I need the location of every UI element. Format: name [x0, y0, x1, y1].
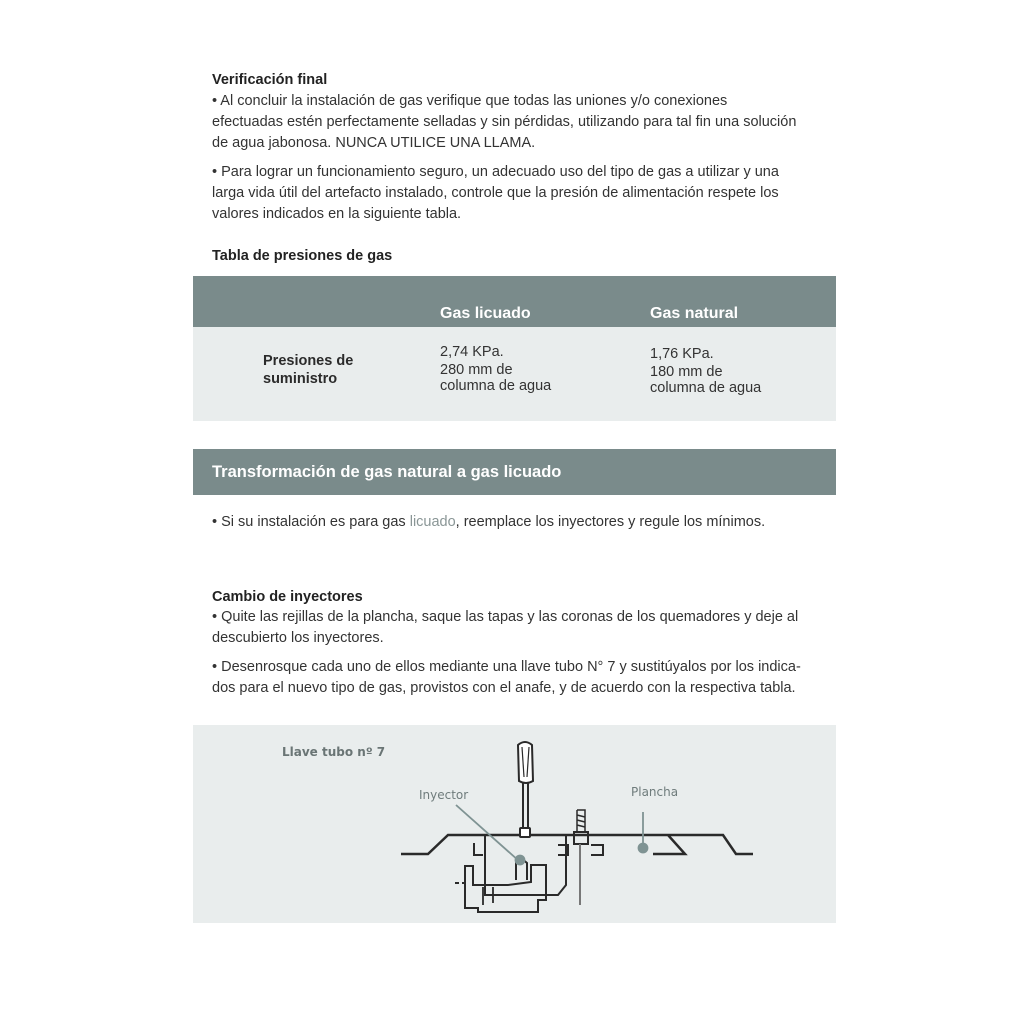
- cell-line: columna de agua: [650, 380, 762, 396]
- cell-line: 280 mm de: [440, 362, 513, 378]
- paragraph-verificacion-2: [212, 162, 822, 225]
- text: • Si su instalación es para gas: [212, 514, 410, 530]
- section-title-transformacion: Transformación de gas natural a gas licuado: [212, 463, 562, 481]
- line: larga vida útil del artefacto instalado, controle que la presión de alimentación respete los: [212, 185, 779, 201]
- cell-gas-natural: [650, 346, 830, 396]
- text: , reemplace los inyectores y regule los mínimos.: [455, 514, 766, 530]
- cell-line: 180 mm de: [650, 364, 723, 380]
- line: efectuadas estén perfectamente selladas y sin pérdidas, utilizando para tal fin una solución: [212, 114, 797, 130]
- label-inyector: Inyector: [419, 788, 469, 802]
- cell-gas-licuado: [440, 344, 620, 394]
- label-llave-tubo: Llave tubo nº 7: [282, 745, 386, 759]
- section-title-tabla: Tabla de presiones de gas: [212, 248, 393, 264]
- label-plancha: Plancha: [631, 785, 679, 799]
- line: • Para lograr un funcionamiento seguro, un adecuado uso del tipo de gas a utilizar y una: [212, 164, 779, 180]
- paragraph-cambio-1: [212, 607, 822, 649]
- cell-line: columna de agua: [440, 378, 552, 394]
- highlight-licuado: licuado: [409, 514, 456, 530]
- row-label-presiones: [263, 352, 393, 388]
- line: dos para el nuevo tipo de gas, provistos con el anafe, y de acuerdo con la respectiva tabla.: [212, 680, 796, 696]
- row-label-line: suministro: [263, 371, 338, 387]
- line: descubierto los inyectores.: [212, 630, 384, 646]
- column-header-gas-natural: Gas natural: [650, 305, 739, 322]
- paragraph-transformacion: [212, 512, 822, 533]
- section-title-verificacion: Verificación final: [212, 72, 328, 88]
- line: de agua jabonosa. NUNCA UTILICE UNA LLAMA.: [212, 135, 536, 151]
- table-header-row: [193, 276, 836, 327]
- socket-wrench-tool: [518, 742, 533, 837]
- callout-plate: [639, 812, 648, 853]
- cell-line: 1,76 KPa.: [650, 346, 714, 362]
- line: valores indicados en la siguiente tabla.: [212, 206, 462, 222]
- column-header-gas-licuado: Gas licuado: [440, 305, 531, 322]
- line: • Quite las rejillas de la plancha, saque las tapas y las coronas de los quemadores y deje al: [212, 609, 799, 625]
- injector-base: [465, 865, 546, 912]
- row-label-line: Presiones de: [263, 353, 354, 369]
- section-title-cambio: Cambio de inyectores: [212, 589, 363, 605]
- paragraph-cambio-2: [212, 657, 822, 699]
- pressure-table: [193, 276, 836, 421]
- injector-diagram-panel: [193, 725, 836, 923]
- line: • Desenrosque cada uno de ellos mediante una llave tubo N° 7 y sustitúyalos por los indica-: [212, 659, 801, 675]
- line: • Al concluir la instalación de gas verifique que todas las uniones y/o conexiones: [212, 93, 728, 109]
- section-band-transformacion: [193, 449, 836, 495]
- cell-line: 2,74 KPa.: [440, 344, 504, 360]
- paragraph-verificacion-1: [212, 91, 822, 154]
